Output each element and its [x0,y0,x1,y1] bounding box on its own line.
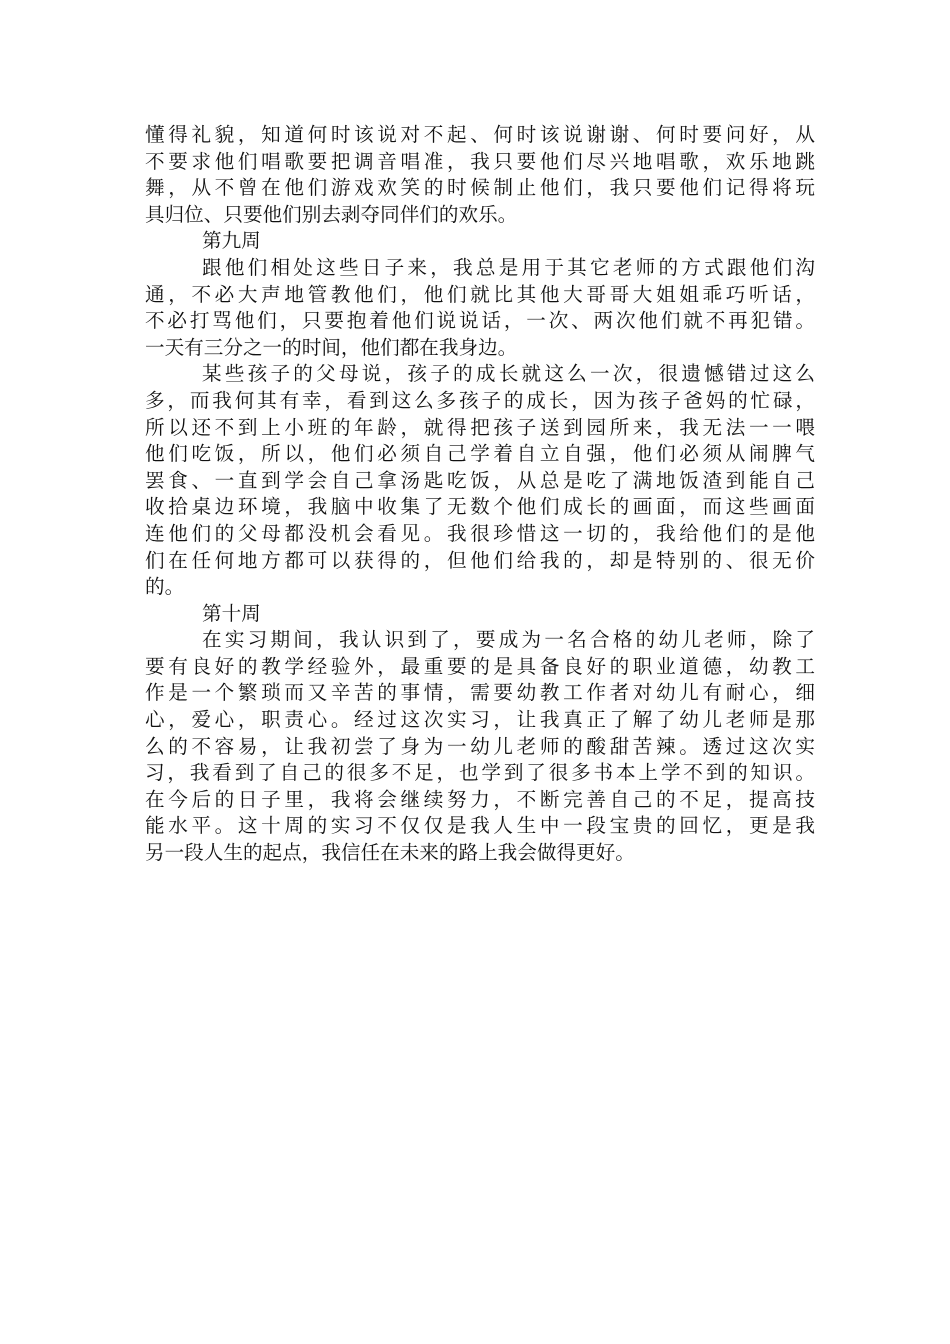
text-line: 舞，从不曾在他们游戏欢笑的时候制止他们，我只要他们记得将玩 [145,176,815,200]
paragraph [145,255,815,361]
text-line: 么的不容易，让我初尝了身为一幼儿老师的酸甜苦辣。透过这次实 [145,734,815,758]
text-line: 通，不必大声地管教他们，他们就比其他大哥哥大姐姐乖巧听话， [145,282,815,306]
text-line: 所以还不到上小班的年龄，就得把孩子送到园所来，我无法一一喂 [145,415,815,439]
text-line: 某些孩子的父母说，孩子的成长就这么一次，很遗憾错过这么 [202,362,815,386]
text-line: 能水平。这十周的实习不仅仅是我人生中一段宝贵的回忆，更是我 [145,814,815,838]
text-line: 另一段人生的起点，我信任在未来的路上我会做得更好。 [145,841,635,865]
text-line: 一天有三分之一的时间，他们都在我身边。 [145,335,518,359]
text-line: 多，而我何其有幸，看到这么多孩子的成长，因为孩子爸妈的忙碌， [145,388,815,412]
text-line: 习，我看到了自己的很多不足，也学到了很多书本上学不到的知识。 [145,761,815,785]
heading-text: 第九周 [202,229,261,253]
text-line: 不必打骂他们，只要抱着他们说说话，一次、两次他们就不再犯错。 [145,309,815,333]
text-line: 在实习期间，我认识到了，要成为一名合格的幼儿老师，除了 [202,628,815,652]
text-line: 罢食、一直到学会自己拿汤匙吃饭，从总是吃了满地饭渣到能自己 [145,468,815,492]
paragraph [145,361,815,600]
text-line: 他们吃饭，所以，他们必须自己学着自立自强，他们必须从闹脾气 [145,442,815,466]
text-line: 的。 [145,575,185,599]
text-line: 在今后的日子里，我将会继续努力，不断完善自己的不足，提高技 [145,787,815,811]
text-line: 不要求他们唱歌要把调音唱准，我只要他们尽兴地唱歌，欢乐地跳 [145,149,815,173]
text-line: 作是一个繁琐而又辛苦的事情，需要幼教工作者对幼儿有耐心，细 [145,681,815,705]
document-page [145,122,815,867]
text-line: 们在任何地方都可以获得的，但他们给我的，却是特别的、很无价 [145,548,815,572]
paragraph [145,122,815,228]
section-heading-week-9 [145,228,815,255]
text-line: 连他们的父母都没机会看见。我很珍惜这一切的，我给他们的是他 [145,521,815,545]
text-line: 跟他们相处这些日子来，我总是用于其它老师的方式跟他们沟 [202,255,815,279]
text-line: 心，爱心，职责心。经过这次实习，让我真正了解了幼儿老师是那 [145,708,815,732]
paragraph [145,627,815,866]
section-heading-week-10 [145,601,815,628]
text-line: 懂得礼貌，知道何时该说对不起、何时该说谢谢、何时要问好，从 [145,123,815,146]
text-line: 要有良好的教学经验外，最重要的是具备良好的职业道德，幼教工 [145,654,815,678]
text-line: 收拾桌边环境，我脑中收集了无数个他们成长的画面，而这些画面 [145,495,815,519]
heading-text: 第十周 [202,601,261,625]
text-line: 具归位、只要他们别去剥夺同伴们的欢乐。 [145,202,518,226]
